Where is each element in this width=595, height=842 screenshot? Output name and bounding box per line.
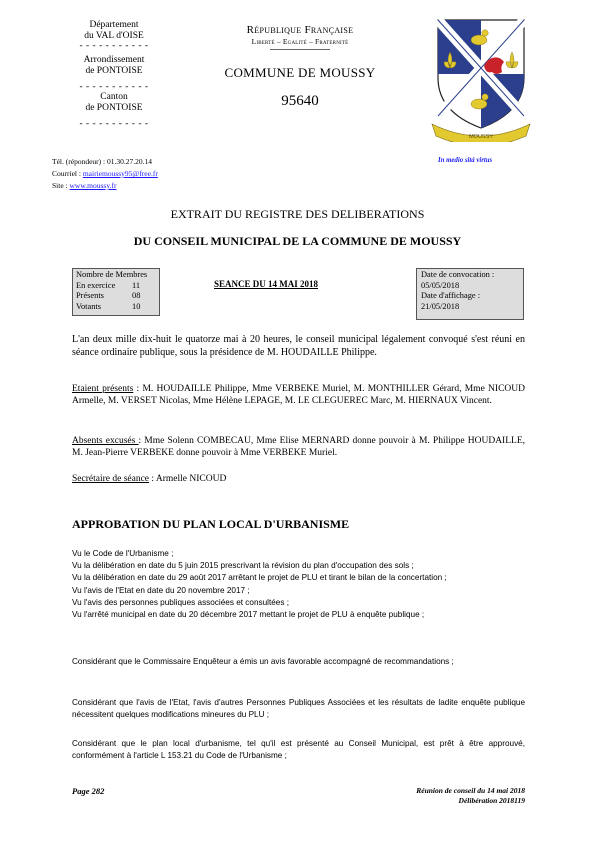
intro-paragraph: L'an deux mille dix-huit le quatorze mai à 20 heures, le conseil municipal légalement convoqué s'est réuni en séance ordinaire publique, sous la présidence de M. HOUDAILLE Philippe. [72, 334, 525, 358]
administrative-block [60, 20, 168, 129]
considerant-item: Considérant que l'avis de l'Etat, l'avis d'autres Personnes Publiques Associées et les résultats de ladite enquête publique nécessitent quelques modifications mineures du PLU ; [72, 698, 525, 720]
email-line [52, 168, 158, 180]
secretary-line [72, 473, 525, 485]
arrondissement-name: de PONTOISE [85, 66, 143, 76]
canton-label: Canton [100, 92, 128, 102]
republic-title: République Française [246, 24, 354, 36]
present-list: : M. HOUDAILLE Philippe, Mme VERBEKE Muriel, M. MONTHILLER Gérard, Mme NICOUD Armelle, M. VERSET Nicolas, Mme Hélène LEPAGE, M. LE CLEGUEREC Marc, M. HIERNAUX Vincent. [72, 384, 525, 406]
reference-item: Vu l'avis de l'Etat en date du 20 novembre 2017 ; [72, 585, 250, 595]
convocation-label: Date de convocation : [421, 270, 495, 279]
footer-meta [330, 786, 525, 806]
secretary-label: Secrétaire de séance [72, 474, 150, 484]
convocation-date: 05/05/2018 [421, 280, 460, 290]
postal-code: 95640 [281, 93, 319, 109]
members-heading: Nombre de Membres [76, 270, 148, 279]
members-row: Présents 08 [76, 291, 141, 300]
separator: - - - - - - - - - - - [79, 82, 149, 92]
members-row: Votants 10 [76, 301, 141, 311]
convocation-box [416, 268, 524, 320]
deliberation-number: Délibération 2018119 [458, 796, 525, 805]
commune-motto: In medio sitá virtus [438, 157, 493, 164]
absent-list: : Mme Solenn COMBECAU, Mme Elise MERNARD donne pouvoir à M. Philippe HOUDAILLE, M. Jean-Pierre VERBEKE donne pouvoir à Mme VERBEKE Muriel. [72, 436, 526, 458]
department-name: du VAL d'OISE [84, 31, 144, 41]
page-number: Page 282 [72, 786, 105, 796]
reference-item: Vu la délibération en date du 29 août 2017 arrêtant le projet de PLU et tirant le bilan de la concertation ; [72, 573, 447, 583]
extract-title: EXTRAIT DU REGISTRE DES DELIBERATIONS [170, 207, 425, 221]
commune-name: COMMUNE DE MOUSSY [224, 65, 376, 80]
present-members [72, 383, 525, 407]
reference-item: Vu le Code de l'Urbanisme ; [72, 549, 174, 558]
department-label: Département [89, 20, 139, 30]
section-title: APPROBATION DU PLAN LOCAL D'URBANISME [72, 517, 350, 531]
legal-references [72, 548, 525, 621]
arrondissement-label: Arrondissement [83, 55, 145, 65]
coat-of-arms-icon [426, 16, 536, 142]
absent-label: Absents excusés [72, 436, 139, 446]
canton-name: de PONTOISE [85, 103, 143, 113]
republic-motto: Liberté – Egalité – Fraternité [251, 37, 349, 46]
divider [270, 49, 330, 50]
absent-members [72, 435, 525, 459]
website-link[interactable]: www.moussy.fr [69, 181, 117, 190]
separator: - - - - - - - - - - - [79, 119, 149, 129]
banner-text: MOUSSY [469, 134, 493, 140]
reference-item: Vu l'avis des personnes publiques associées et consultées ; [72, 597, 289, 607]
considerant-item: Considérant que le plan local d'urbanisme, tel qu'il est présenté au Conseil Municipal, est prêt à être approuvé, conformément à l'article L 153.21 du Code de l'Urbanisme ; [72, 739, 525, 761]
secretary-name: : Armelle NICOUD [149, 474, 227, 484]
present-label: Etaient présents [72, 384, 134, 394]
commune-header [185, 24, 415, 110]
posting-date: 21/05/2018 [421, 301, 460, 311]
session-title: SEANCE DU 14 MAI 2018 [214, 279, 319, 289]
phone-number: Tél. (répondeur) : 01.30.27.20.14 [52, 157, 152, 166]
reference-item: Vu la délibération en date du 5 juin 2015 prescrivant la révision du plan d'occupation des sols ; [72, 561, 414, 571]
reference-item: Vu l'arrêté municipal en date du 20 décembre 2017 mettant le projet de PLU à enquête publique ; [72, 610, 425, 620]
contact-block [52, 156, 158, 192]
email-label: Courriel : [52, 169, 83, 178]
members-row: En exercice 11 [76, 280, 141, 290]
email-link[interactable]: mairiemoussy95@free.fr [82, 169, 158, 178]
meeting-reference: Réunion de conseil du 14 mai 2018 [416, 786, 525, 795]
site-label: Site : [52, 181, 70, 190]
separator: - - - - - - - - - - - [79, 41, 149, 51]
site-line [52, 180, 158, 192]
considerant-item: Considérant que le Commissaire Enquêteur a émis un avis favorable accompagné de recommandations ; [72, 657, 454, 666]
posting-label: Date d'affichage : [421, 291, 481, 300]
council-title: DU CONSEIL MUNICIPAL DE LA COMMUNE DE MOUSSY [133, 234, 462, 248]
members-box [72, 268, 160, 316]
